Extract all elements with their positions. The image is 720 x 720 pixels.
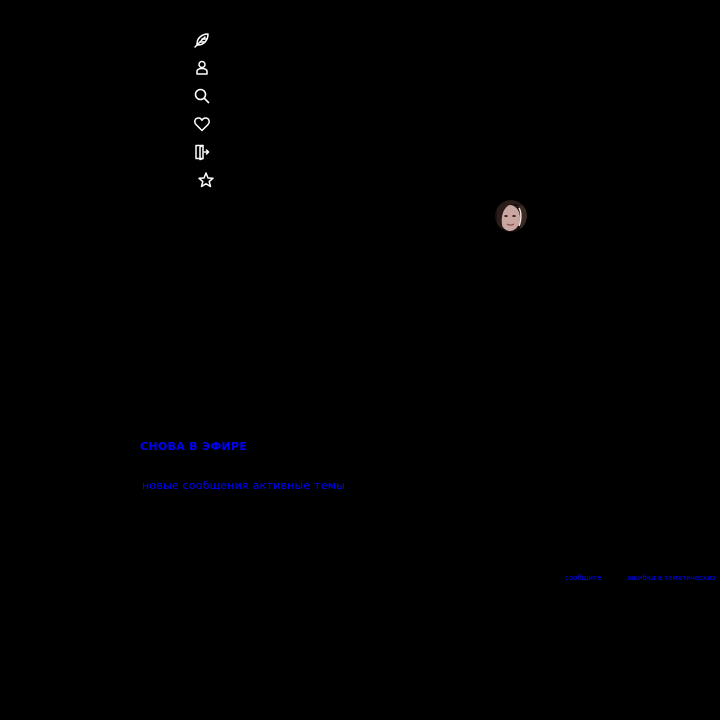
section-tabs: [142, 479, 345, 492]
login-icon: [192, 142, 212, 162]
section-title: СНОВА В ЭФИРЕ: [140, 440, 248, 453]
footer-links: [565, 574, 720, 582]
feather-icon: [192, 30, 212, 50]
user-icon: [192, 58, 212, 78]
nav-item-star[interactable]: [196, 170, 216, 190]
nav-item-heart[interactable]: [192, 114, 212, 134]
nav-item-feather[interactable]: [192, 30, 212, 50]
tab-active-topics[interactable]: активные темы: [252, 479, 346, 492]
nav-item-login[interactable]: [192, 142, 212, 162]
footer-link-report[interactable]: сообщите: [565, 574, 602, 582]
heart-icon: [192, 114, 212, 134]
tab-new-messages[interactable]: новые сообщения: [142, 479, 249, 492]
nav-item-search[interactable]: [192, 86, 212, 106]
star-icon: [196, 170, 216, 190]
footer-link-errors[interactable]: ошибки в тематических: [627, 574, 716, 582]
nav-item-user[interactable]: [192, 58, 212, 78]
search-icon: [192, 86, 212, 106]
avatar-image: [495, 200, 527, 232]
user-avatar[interactable]: [495, 200, 527, 232]
